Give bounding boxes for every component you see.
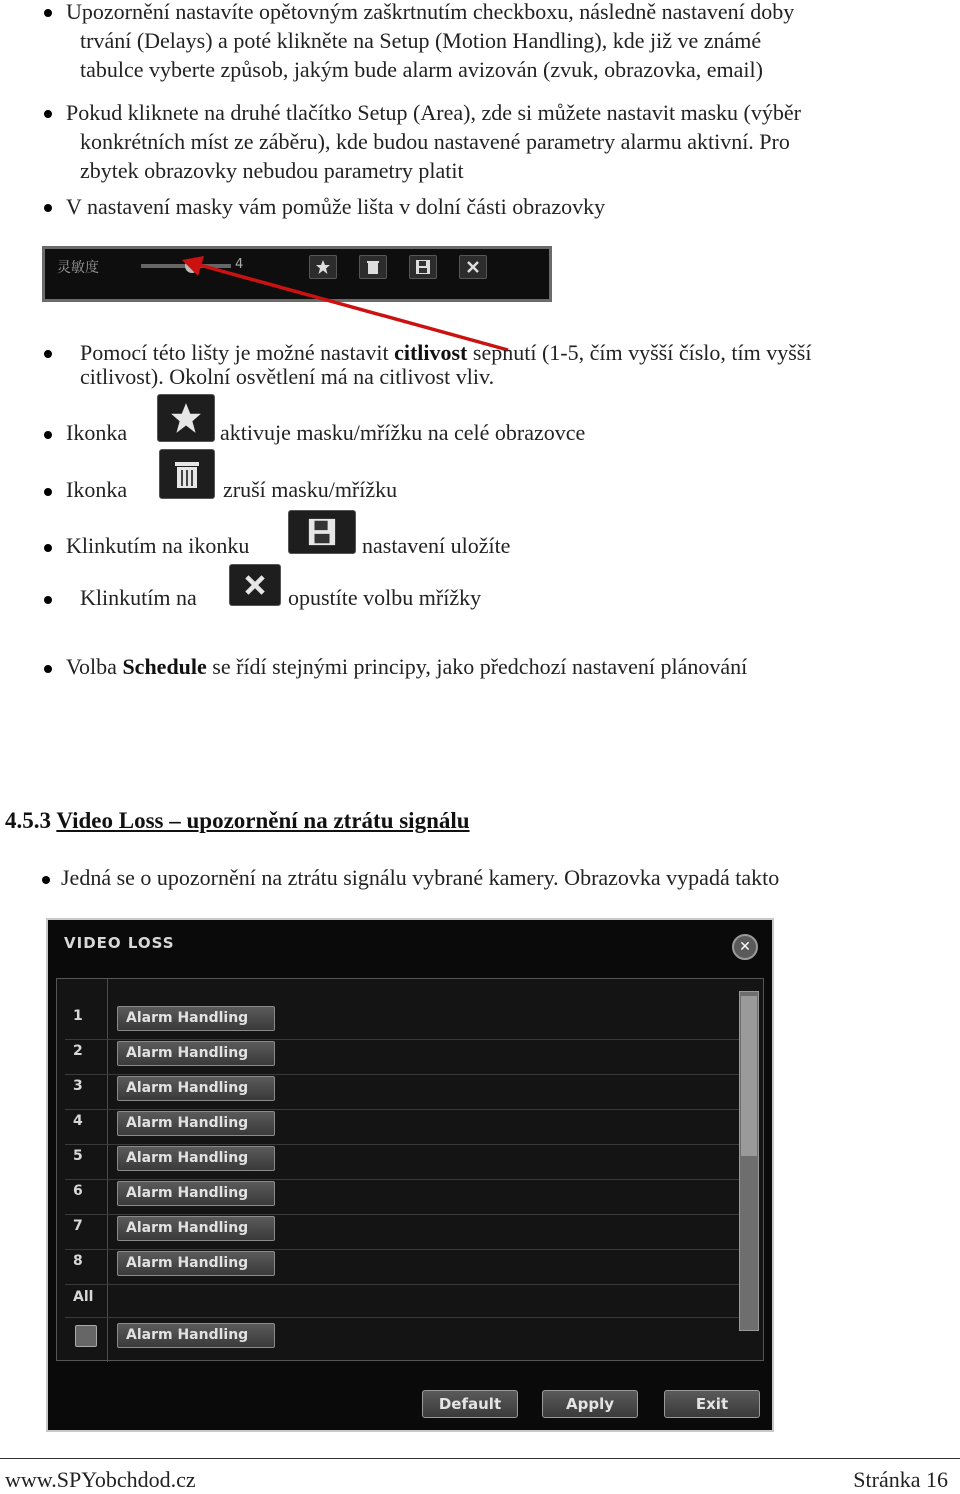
paragraph-line: V nastavení masky vám pomůže lišta v dolní části obrazovky	[66, 194, 606, 219]
alarm-handling-button[interactable]: Alarm Handling	[117, 1041, 275, 1066]
row-number: 4	[73, 1113, 83, 1129]
alarm-handling-button[interactable]: Alarm Handling	[117, 1006, 275, 1031]
paragraph-line: zbytek obrazovky nebudou parametry platit	[80, 158, 464, 183]
label-text: aktivuje masku/mřížku na celé obrazovce	[220, 420, 586, 445]
close-icon	[242, 572, 268, 598]
alarm-handling-button[interactable]: Alarm Handling	[117, 1181, 275, 1206]
text-run-bold: citlivost	[394, 340, 468, 365]
video-loss-dialog	[46, 918, 774, 1432]
footer-site: www.SPYobchdod.cz	[5, 1467, 196, 1492]
paragraph-line: tabulce vyberte způsob, jakým bude alarm avizován (zvuk, obrazovka, email)	[80, 57, 763, 82]
label-text: opustíte volbu mřížky	[288, 585, 482, 610]
text-run-bold: Schedule	[122, 654, 207, 679]
label-text: Klinkutím na ikonku	[66, 533, 250, 558]
bullet	[44, 665, 52, 673]
column-divider	[107, 979, 108, 1362]
text-run: se řídí stejnými principy, jako předchozí nastavení plánování	[206, 654, 748, 679]
section-number: 4.5.3	[5, 808, 57, 833]
text-run: sepnutí (1-5, čím vyšší číslo, tím vyšší	[467, 340, 812, 365]
paragraph-line: Jedná se o upozornění na ztrátu signálu vybrané kamery. Obrazovka vypadá takto	[61, 865, 780, 890]
row-number: 6	[73, 1183, 83, 1199]
bullet	[42, 876, 50, 884]
close-icon: ✕	[739, 939, 751, 955]
floppy-icon	[304, 517, 340, 547]
mask-all-icon-box	[157, 394, 215, 442]
trash-icon	[171, 457, 203, 491]
footer-page: Stránka 16	[853, 1467, 948, 1492]
row-divider	[65, 1317, 755, 1318]
row-number: 7	[73, 1218, 83, 1234]
row-number: 1	[73, 1008, 83, 1024]
clear-icon-box	[159, 449, 215, 499]
row-number: 5	[73, 1148, 83, 1164]
all-checkbox[interactable]	[75, 1325, 97, 1347]
row-divider	[65, 1144, 755, 1145]
label-text: Ikonka	[66, 420, 128, 445]
bullet	[44, 488, 52, 496]
exit-icon-box	[229, 564, 281, 606]
all-alarm-handling-button[interactable]: Alarm Handling	[117, 1323, 275, 1348]
default-button[interactable]: Default	[422, 1390, 518, 1418]
row-divider	[65, 1284, 755, 1285]
row-divider	[65, 1074, 755, 1075]
paragraph-line: konkrétních míst ze záběru), kde budou nastavené parametry alarmu aktivní. Pro	[80, 129, 790, 154]
section-title-a: Video Loss	[56, 808, 164, 833]
alarm-handling-button[interactable]: Alarm Handling	[117, 1076, 275, 1101]
all-label: All	[73, 1289, 94, 1305]
row-divider	[65, 1179, 755, 1180]
alarm-handling-button[interactable]: Alarm Handling	[117, 1216, 275, 1241]
row-divider	[65, 1039, 755, 1040]
scrollbar-thumb[interactable]	[741, 996, 757, 1156]
label-text: Ikonka	[66, 477, 128, 502]
paragraph-line	[66, 652, 747, 682]
alarm-handling-button[interactable]: Alarm Handling	[117, 1111, 275, 1136]
row-number: 2	[73, 1043, 83, 1059]
sensitivity-label: 灵敏度	[57, 260, 99, 276]
row-divider	[65, 1214, 755, 1215]
paragraph-line: trvání (Delays) a poté klikněte na Setup (Motion Handling), kde již ve známé	[80, 28, 762, 53]
section-title-b: – upozornění na ztrátu signálu	[163, 808, 470, 833]
sensitivity-value: 4	[235, 257, 244, 272]
bullet	[44, 350, 52, 358]
scrollbar[interactable]	[739, 991, 759, 1331]
text-run: Pomocí této lišty je možné nastavit	[80, 340, 395, 365]
label-text: nastavení uložíte	[362, 533, 511, 558]
bullet	[44, 596, 52, 604]
paragraph-line: Upozornění nastavíte opětovným zaškrtnutím checkboxu, následně nastavení doby	[66, 0, 795, 24]
bullet	[44, 544, 52, 552]
dialog-channel-list	[56, 978, 764, 1361]
row-number: 3	[73, 1078, 83, 1094]
text-run: Volba	[66, 654, 123, 679]
alarm-handling-button[interactable]: Alarm Handling	[117, 1146, 275, 1171]
save-icon-box	[288, 510, 356, 554]
dialog-close-button[interactable]	[732, 934, 758, 960]
apply-button[interactable]: Apply	[542, 1390, 638, 1418]
row-divider	[65, 1109, 755, 1110]
footer-divider	[0, 1458, 960, 1459]
label-text: zruší masku/mřížku	[223, 477, 398, 502]
paragraph-line: Pokud kliknete na druhé tlačítko Setup (Area), zde si můžete nastavit masku (výběr	[66, 100, 801, 125]
exit-button[interactable]: Exit	[664, 1390, 760, 1418]
row-number: 8	[73, 1253, 83, 1269]
row-divider	[65, 1249, 755, 1250]
dialog-title: VIDEO LOSS	[64, 934, 175, 952]
alarm-handling-button[interactable]: Alarm Handling	[117, 1251, 275, 1276]
star-icon	[169, 401, 203, 435]
section-heading	[5, 808, 470, 834]
paragraph-line: citlivost). Okolní osvětlení má na citlivost vliv.	[80, 364, 495, 389]
bullet	[44, 431, 52, 439]
label-text: Klinkutím na	[80, 585, 197, 610]
